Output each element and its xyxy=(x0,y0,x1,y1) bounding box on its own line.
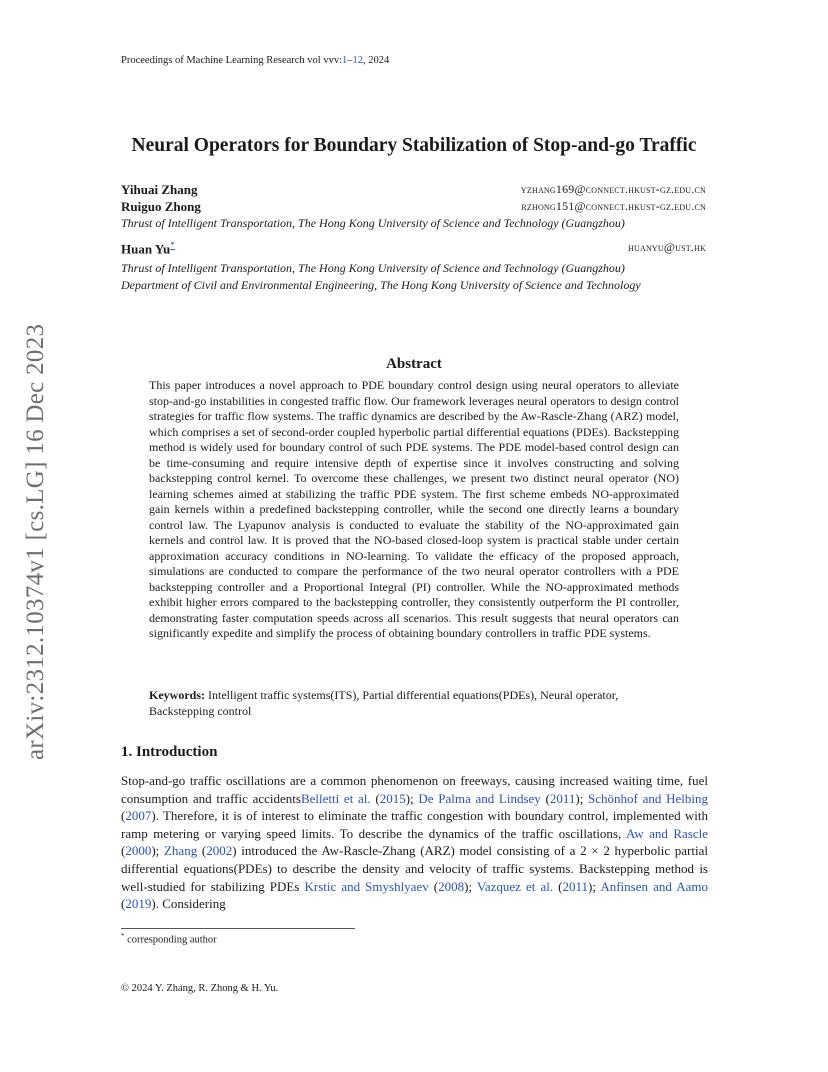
citation-year-link[interactable]: 2007 xyxy=(125,808,152,824)
citation-link[interactable]: Krstic and Smyshlyaev xyxy=(304,878,429,894)
author-name: Yihuai Zhang xyxy=(121,182,198,197)
affiliation: Thrust of Intelligent Transportation, The Hong Kong University of Science and Technology (Guangzhou) xyxy=(121,261,625,275)
citation-year-link[interactable]: 2011 xyxy=(549,790,576,806)
citation-link[interactable]: Vazquez et al. xyxy=(476,878,554,894)
author-email: rzhong151@connect.hkust-gz.edu.cn xyxy=(521,199,706,213)
running-header: Proceedings of Machine Learning Research vol vvv:1–12, 2024 xyxy=(121,55,390,66)
keywords xyxy=(149,688,679,719)
section-heading: 1. Introduction xyxy=(121,744,218,760)
citation-year-link[interactable]: 2015 xyxy=(379,790,406,806)
author-name: Huan Yu* xyxy=(121,240,175,257)
abstract-text: This paper introduces a novel approach to PDE boundary control design using neural operators to alleviate stop-and-go instabilities in congested traffic flow. Our framework leverages neural operators to design control strategies for traffic flow systems. The traffic dynamics are described by the Aw-Rascle-Zhang (ARZ) model, which comprises a set of second-order coupled hyperbolic partial differential equations (PDEs). Backstepping method is widely used for boundary control of such PDE systems. The PDE model-based control design can be time-consuming and require intensive depth of expertise since it involves constructing and solving backstepping control kernel. To overcome these challenges, we present two distinct neural operator (NO) learning schemes aimed at stabilizing the traffic PDE system. The first scheme embeds NO-approximated gain kernels within a predefined backstepping controller, while the second one directly learns a boundary control law. The Lyapunov analysis is conducted to evaluate the stability of the NO-approximated gain kernels and control law. It is proved that the NO-based closed-loop system is practical stable under certain approximation accuracy conditions in NO-learning. To validate the efficacy of the proposed approach, simulations are conducted to compare the performance of the two neural operator controllers with a PDE backstepping controller and a Proportional Integral (PI) controller. While the NO-approximated methods exhibit higher errors compared to the backstepping controller, they consistently outperform the PI controller, demonstrating faster computation speeds across all scenarios. This result suggests that neural operators can significantly expedite and simplify the process of obtaining boundary controllers in traffic PDE systems. xyxy=(149,378,679,640)
page-link-end[interactable]: 12 xyxy=(352,55,364,66)
affiliation: Thrust of Intelligent Transportation, The Hong Kong University of Science and Technology (Guangzhou) xyxy=(121,216,625,230)
citation-link[interactable]: Belletti et al. xyxy=(300,790,371,806)
keywords-label: Keywords: xyxy=(149,688,205,702)
citation-year-link[interactable]: 2011 xyxy=(562,878,589,894)
citation-link[interactable]: De Palma and Lindsey xyxy=(418,790,541,806)
affiliation: Department of Civil and Environmental Engineering, The Hong Kong University of Science and Technology xyxy=(121,278,641,292)
author-email: yzhang169@connect.hkust-gz.edu.cn xyxy=(520,182,706,196)
author-row-3 xyxy=(121,240,706,257)
copyright: © 2024 Y. Zhang, R. Zhong & H. Yu. xyxy=(121,983,279,994)
footnote xyxy=(121,932,217,946)
citation-year-link[interactable]: 2008 xyxy=(438,878,465,894)
page-link-start[interactable]: 1 xyxy=(342,55,348,66)
citation-link[interactable]: Anfinsen and Aamo xyxy=(600,878,708,894)
citation-link[interactable]: Aw and Rascle xyxy=(626,825,708,841)
author-row-2 xyxy=(121,199,706,215)
keywords-text: Intelligent traffic systems(ITS), Partial differential equations(PDEs), Neural operator, Backstepping control xyxy=(149,688,619,718)
citation-year-link[interactable]: 2002 xyxy=(206,843,233,859)
footnote-rule xyxy=(121,928,355,929)
author-name: Ruiguo Zhong xyxy=(121,199,201,214)
citation-year-link[interactable]: 2019 xyxy=(125,896,152,912)
abstract-heading: Abstract xyxy=(386,356,442,372)
paper-title: Neural Operators for Boundary Stabilization of Stop-and-go Traffic xyxy=(131,135,697,156)
footnote-mark: * xyxy=(121,932,125,940)
footnote-mark-link[interactable]: * xyxy=(170,240,175,250)
author-row-1 xyxy=(121,182,706,198)
citation-link[interactable]: Schönhof and Helbing xyxy=(588,790,708,806)
arxiv-stamp: arXiv:2312.10374v1 [cs.LG] 16 Dec 2023 xyxy=(22,323,49,760)
author-email: huanyu@ust.hk xyxy=(628,240,706,254)
citation-year-link[interactable]: 2000 xyxy=(125,843,152,859)
footnote-text: corresponding author xyxy=(127,934,217,946)
citation-link[interactable]: Zhang xyxy=(163,843,198,859)
intro-paragraph: Stop-and-go traffic oscillations are a common phenomenon on freeways, causing increased waiting time, fuel consumption and traffic accidentsBelletti et al. (2015); De Palma and Lindsey (2011); Schönhof and Helbing (2007). Therefore, it is of interest to eliminate the traffic congestion with boundary control, implemented with ramp metering or varying speed limits. To describe the dynamics of the traffic oscillations, Aw and Rascle (2000); Zhang (2002) introduced the Aw-Rascle-Zhang (ARZ) model consisting of a 2 × 2 hyperbolic partial differential equations(PDEs) to describe the density and velocity of traffic systems. Backstepping method is well-studied for stabilizing PDEs Krstic and Smyshlyaev (2008); Vazquez et al. (2011); Anfinsen and Aamo (2019). Considering xyxy=(121,773,708,912)
